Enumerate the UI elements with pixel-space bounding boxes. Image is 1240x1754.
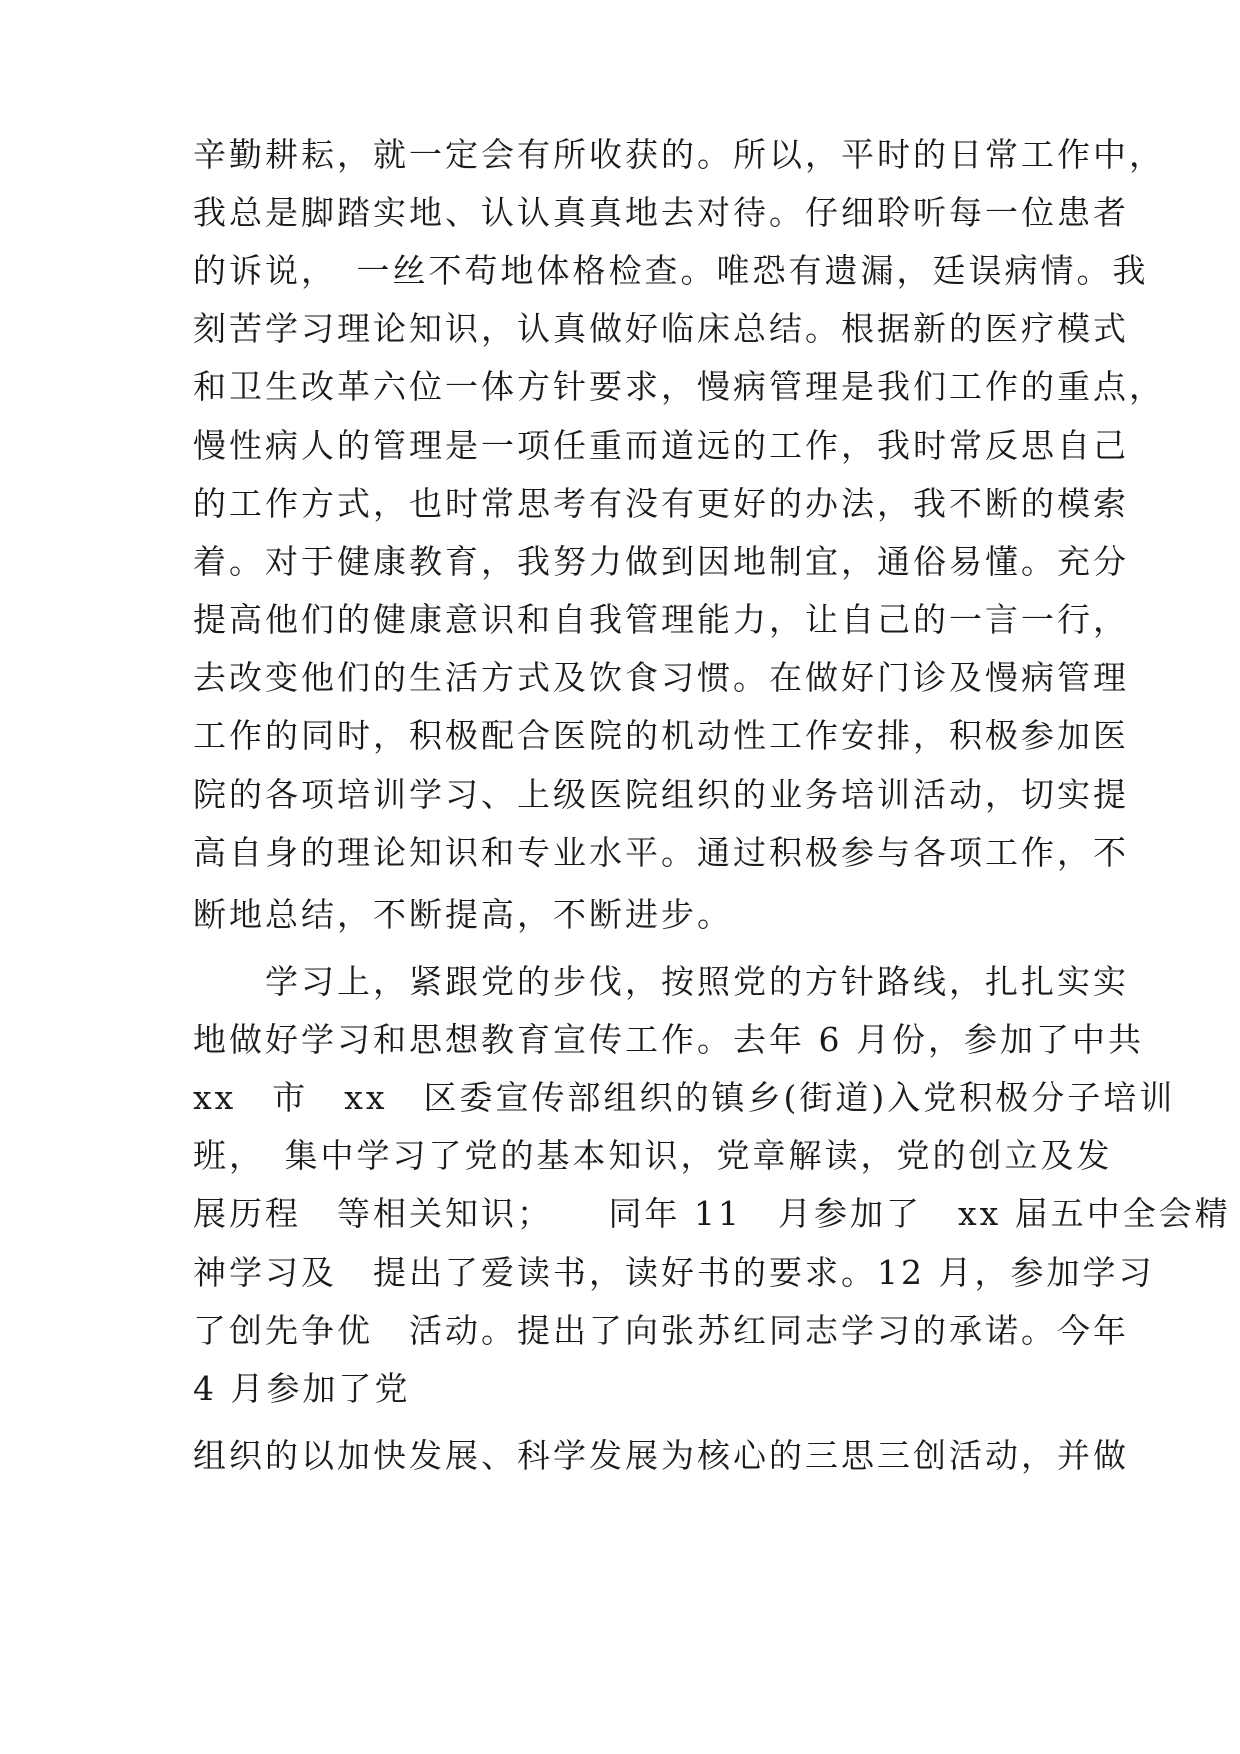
- text-line: 我总是脚踏实地、认认真真地去对待。仔细聆听每一位患者: [193, 193, 1129, 232]
- text-line: 神学习及 提出了爱读书，读好书的要求。12 月，参加学习: [193, 1253, 1155, 1292]
- text-line: 和卫生改革六位一体方针要求，慢病管理是我们工作的重点，: [193, 367, 1165, 406]
- text-line: 的工作方式，也时常思考有没有更好的办法，我不断的模索: [193, 484, 1129, 523]
- text-line: 刻苦学习理论知识，认真做好临床总结。根据新的医疗模式: [193, 309, 1129, 348]
- text-line: 提高他们的健康意识和自我管理能力，让自己的一言一行，: [193, 600, 1129, 639]
- text-line: 4 月参加了党: [193, 1369, 411, 1408]
- text-line: 工作的同时，积极配合医院的机动性工作安排，积极参加医: [193, 716, 1129, 755]
- text-line: 院的各项培训学习、上级医院组织的业务培训活动，切实提: [193, 775, 1129, 814]
- text-line: 着。对于健康教育，我努力做到因地制宜，通俗易懂。充分: [193, 542, 1129, 581]
- text-line: 组织的以加快发展、科学发展为核心的三思三创活动，并做: [193, 1436, 1129, 1475]
- text-line: 展历程 等相关知识； 同年 11 月参加了 xx 届五中全会精: [193, 1194, 1231, 1233]
- text-line: 地做好学习和思想教育宣传工作。去年 6 月份，参加了中共: [193, 1020, 1144, 1059]
- text-line: 高自身的理论知识和专业水平。通过积极参与各项工作，不: [193, 833, 1129, 872]
- text-line: 去改变他们的生活方式及饮食习惯。在做好门诊及慢病管理: [193, 658, 1129, 697]
- text-line: 断地总结，不断提高，不断进步。: [193, 895, 733, 934]
- text-line: 学习上，紧跟党的步伐，按照党的方针路线，扎扎实实: [193, 962, 1129, 1001]
- text-line: 的诉说， 一丝不苟地体格检查。唯恐有遗漏，廷误病情。我: [193, 251, 1149, 290]
- text-line: xx 市 xx 区委宣传部组织的镇乡(街道)入党积极分子培训: [193, 1078, 1176, 1117]
- text-line: 了创先争优 活动。提出了向张苏红同志学习的承诺。今年: [193, 1311, 1129, 1350]
- text-line: 辛勤耕耘，就一定会有所收获的。所以，平时的日常工作中，: [193, 135, 1165, 174]
- text-line: 班， 集中学习了党的基本知识，党章解读，党的创立及发: [193, 1136, 1113, 1175]
- text-line: 慢性病人的管理是一项任重而道远的工作，我时常反思自己: [193, 426, 1129, 465]
